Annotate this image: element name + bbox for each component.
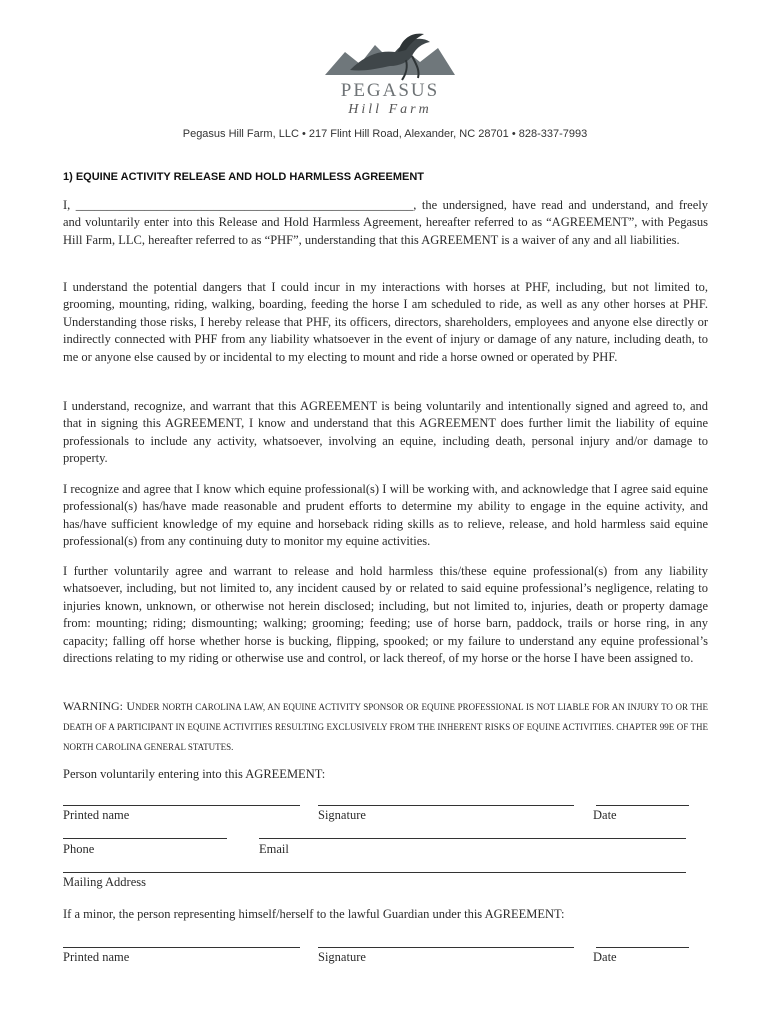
paragraph-dangers: I understand the potential dangers that I could incur in my interactions with horses at PHF, including, but not limited to, grooming, mounting, riding, walking, boarding, feeding the horse I am scheduled to ride, as well as any other horses at PHF. Understanding those risks, I hereby release that PHF, its officers, directors, shareholders, employees and anyone else directly or indirectly connected with PHF from any liability whatsoever in the event of injury or damage of any nature, including death, to me or anyone else caused by or incidental to my electing to mount and ride a horse owned or operated by PHF. xyxy=(63,280,708,364)
phone-label: Phone xyxy=(63,842,95,856)
guardian-printed-name-line[interactable] xyxy=(63,947,300,948)
date-line[interactable] xyxy=(596,805,689,806)
date-label: Date xyxy=(593,808,617,822)
mailing-address-label: Mailing Address xyxy=(63,875,146,889)
farm-logo xyxy=(320,30,460,120)
email-label: Email xyxy=(259,842,289,856)
signature-label: Signature xyxy=(318,808,366,822)
farm-address: Pegasus Hill Farm, LLC • 217 Flint Hill Road, Alexander, NC 28701 • 828-337-7993 xyxy=(182,128,588,140)
guardian-date-label: Date xyxy=(593,950,617,964)
guardian-date-line[interactable] xyxy=(596,947,689,948)
paragraph-professionals: I recognize and agree that I know which equine professional(s) I will be working with, and acknowledge that I agree said equine professional(s) has/have made reasonable and prudent efforts to determine my ability to engage in the equine activity, and has/have sufficient knowledge of my equine and horseback riding skills as to relieve, release, and hold harmless said equine professional(s) from any continuing duty to monitor my equine activities. xyxy=(63,482,708,549)
paragraph-release: I further voluntarily agree and warrant to release and hold harmless this/these equine professional(s) from any liability whatsoever, including, but not limited to, any incident caused by or related to said equine professional’s negligence, relating to injuries known, unknown, or otherwise not herein disclosed; including, but not limited to, injuries, death or property damage from: mounting; riding; dismounting; walking; grooming; feeding; use of horse barn, paddock, trails or horse ring, in any capacity; falling off horse whether horse is bucking, flipping, spooked; or my failure to understand any equine professional’s directions relating to my riding or otherwise use and control, or lack thereof, of my horse or the horse I have been assigned to. xyxy=(63,564,708,666)
guardian-printed-name-label: Printed name xyxy=(63,950,130,964)
nc-law-warning xyxy=(63,697,708,757)
paragraph-warrant: I understand, recognize, and warrant that this AGREEMENT is being voluntarily and intentionally signed and agreed to, and that in signing this AGREEMENT, I know and understand that this AGREEMENT does further limit the liability of equine professionals to include any activity, whatsoever, involving an equine, including death, personal injury and/or damage to property. xyxy=(63,399,708,466)
paragraph-intro: I, ______________________________________________________, the undersigned, have read and understand, and freely and voluntarily enter into this Release and Hold Harmless Agreement, hereafter referred to as “AGREEMENT”, with Pegasus Hill Farm, LLC, hereafter referred to as “PHF”, understanding that this AGREEMENT is a waiver of any and all liabilities. xyxy=(63,198,708,247)
warning-text: NDER NORTH CAROLINA LAW, AN EQUINE ACTIVITY SPONSOR OR EQUINE PROFESSIONAL IS NOT LIABLE FOR AN INJURY TO OR THE DEATH OF A PARTICIPANT IN EQUINE ACTIVITIES RESULTING EXCLUSIVELY FROM THE INHERENT RISKS OF EQUINE ACTIVITIES. CHAPTER 99E OF THE NORTH CAROLINA GENERAL STATUTES. xyxy=(63,702,708,752)
logo-subtitle: Hill Farm xyxy=(348,102,432,117)
person-intro: Person voluntarily entering into this AGREEMENT: xyxy=(63,767,326,781)
email-line[interactable] xyxy=(259,838,686,839)
mailing-address-line[interactable] xyxy=(63,872,686,873)
warning-lead: WARNING: U xyxy=(63,699,136,713)
signature-line[interactable] xyxy=(318,805,574,806)
printed-name-label: Printed name xyxy=(63,808,130,822)
logo-name: PEGASUS xyxy=(340,80,440,101)
printed-name-line[interactable] xyxy=(63,805,300,806)
phone-line[interactable] xyxy=(63,838,227,839)
agreement-title: 1) EQUINE ACTIVITY RELEASE AND HOLD HARMLESS AGREEMENT xyxy=(63,171,424,183)
minor-intro: If a minor, the person representing himself/herself to the lawful Guardian under this AGREEMENT: xyxy=(63,907,565,921)
guardian-signature-line[interactable] xyxy=(318,947,574,948)
guardian-signature-label: Signature xyxy=(318,950,366,964)
